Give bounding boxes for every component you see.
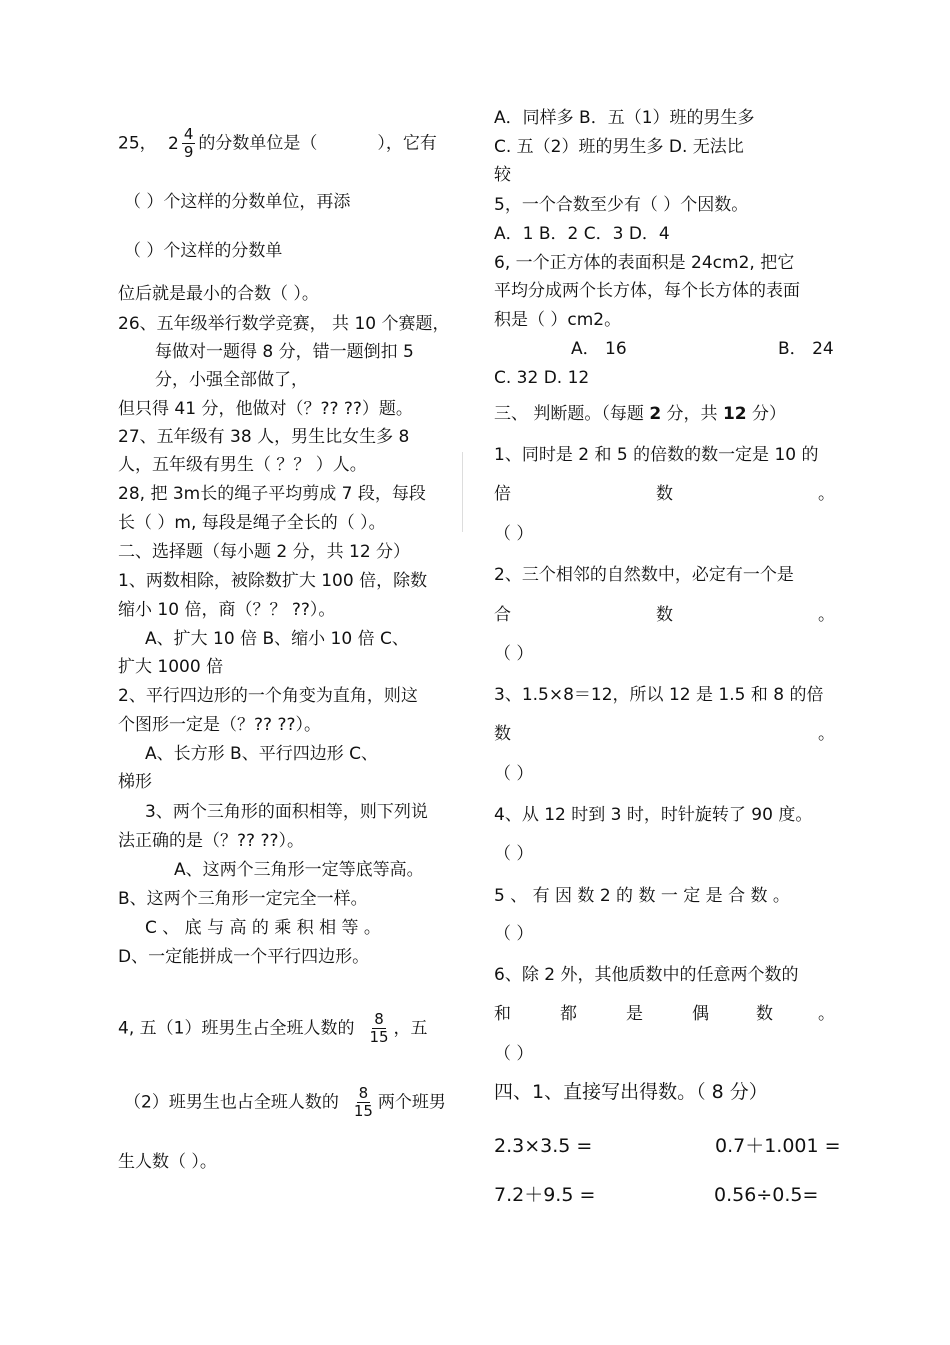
calc-expression-4: 0.56÷0.5= [714,1184,819,1206]
choice-6-line-1: 6, 一个正方体的表面积是 24cm2, 把它 [494,253,795,273]
question-28-line-2: 长（ ）m, 每段是绳子全长的（ ）。 [118,513,386,533]
calc-expression-2: 0.7＋1.001 = [715,1135,841,1157]
choice-4-line-3: 生人数（ ）。 [118,1152,217,1172]
question-26-line-4: 但只得 41 分，他做对（？?? ??）题。 [118,399,413,419]
choice-5-options: A．1 B．2 C．3 D．4 [494,224,670,244]
choice-1-line-1: 1、两数相除，被除数扩大 100 倍，除数 [118,571,428,591]
question-26-line-2: 每做对一题得 8 分，错一题倒扣 5 [155,342,414,362]
judge-6-b6: 。 [818,1004,835,1024]
judge-6-answer: （ ） [494,1044,534,1064]
choice-3-option-d: D、一定能拼成一个平行四边形。 [118,947,370,967]
column-divider [462,452,463,532]
judge-2-b3: 。 [818,605,835,625]
question-25-line-3: （ ）个这样的分数单 [124,241,283,261]
judge-4-line-1: 4、从 12 时到 3 时，时针旋转了 90 度。 [494,805,813,825]
choice-4-line-1: 4, 五（1）班男生占全班人数的 $\frac{8}{15}$ ，五 [118,1010,428,1046]
judge-1-b1: 倍 [494,484,511,504]
judge-2-answer: （ ） [494,644,534,664]
judge-5-line-1: 5 、 有 因 数 2 的 数 一 定 是 合 数 。 [494,886,790,906]
choice-4-options-line-1: A．同样多 B．五（1）班的男生多 [494,108,755,128]
question-25-line-4: 位后就是最小的合数（ ）。 [118,284,319,304]
judge-3-answer: （ ） [494,764,534,784]
choice-3-option-a: A、这两个三角形一定等底等高。 [174,860,424,880]
question-25-line-2: （ ）个这样的分数单位，再添 [124,192,351,212]
question-26-line-1: 26、五年级举行数学竞赛， 共 10 个赛题， [118,314,450,334]
choice-3-line-2: 法正确的是（？?? ??）。 [118,831,304,851]
choice-4-options-line-3: 较 [494,165,511,185]
judge-1-answer: （ ） [494,524,534,544]
choice-6-line-2: 平均分成两个长方体，每个长方体的表面 [494,281,800,301]
judge-1-b3: 。 [818,484,835,504]
choice-3-option-b: B、这两个三角形一定完全一样。 [118,889,368,909]
choice-2-options: A、长方形 B、平行四边形 C、 [145,744,378,764]
choice-1-line-2: 缩小 10 倍，商（？？ ??）。 [118,600,336,620]
choice-2-options-cont: 梯形 [118,772,152,792]
fraction-8-15-second: $\frac{8}{15}$ [353,1084,373,1120]
judge-2-b2: 数 [656,605,673,625]
choice-3-line-1: 3、两个三角形的面积相等，则下列说 [145,802,428,822]
question-28-line-1: 28, 把 3m长的绳子平均剪成 7 段，每段 [118,484,426,504]
judge-6-b4: 偶 [692,1004,709,1024]
fraction-4-9: $\frac{4}{9}$ [183,125,194,161]
judge-1-b2: 数 [656,484,673,504]
section-4-heading: 四、1、直接写出得数。（ 8 分） [494,1081,768,1103]
calc-expression-3: 7.2＋9.5 = [494,1184,596,1206]
choice-1-options: A、扩大 10 倍 B、缩小 10 倍 C、 [145,629,409,649]
choice-6-option-a: A． 16 [571,339,627,359]
section-3-heading: 三、 判断题。（每题 2 分，共 12 分） [494,404,787,424]
judge-6-b5: 数 [756,1004,773,1024]
judge-6-b1: 和 [494,1004,511,1024]
question-27-line-2: 人，五年级有男生（ ？？ ）人。 [118,455,367,475]
question-26-line-3: 分，小强全部做了， [155,370,308,390]
judge-5-answer: （ ） [494,924,534,944]
choice-4-options-line-2: C. 五（2）班的男生多 D. 无法比 [494,137,744,157]
choice-1-options-cont: 扩大 1000 倍 [118,657,224,677]
judge-3-b3: 。 [818,724,835,744]
choice-2-line-1: 2、平行四边形的一个角变为直角，则这 [118,686,418,706]
choice-6-options-cd: C. 32 D. 12 [494,368,590,388]
choice-3-option-c: C 、 底 与 高 的 乘 积 相 等 。 [145,918,381,938]
calc-expression-1: 2.3×3.5 = [494,1135,593,1157]
judge-6-line-1: 6、除 2 外，其他质数中的任意两个数的 [494,965,799,985]
choice-4-line-2: （2）班男生也占全班人数的 $\frac{8}{15}$ 两个班男 [124,1084,446,1120]
section-2-heading: 二、选择题（每小题 2 分，共 12 分） [118,542,411,562]
judge-4-answer: （ ） [494,844,534,864]
judge-1-line-1: 1、同时是 2 和 5 的倍数的数一定是 10 的 [494,445,819,465]
judge-2-b1: 合 [494,605,511,625]
judge-6-b2: 都 [560,1004,577,1024]
choice-5-question: 5，一个合数至少有（ ）个因数。 [494,195,749,215]
judge-2-line-1: 2、三个相邻的自然数中，必定有一个是 [494,565,794,585]
choice-6-option-b: B． 24 [778,339,834,359]
question-27-line-1: 27、五年级有 38 人，男生比女生多 8 [118,427,410,447]
choice-2-line-2: 个图形一定是（？?? ??）。 [118,715,321,735]
question-25-line-1: 25， 2 $\frac{4}{9}$ 的分数单位是（ ），它有 [118,125,437,161]
judge-3-b1: 数 [494,724,511,744]
choice-6-line-3: 积是（ ）cm2。 [494,310,622,330]
judge-3-line-1: 3、1.5×8＝12，所以 12 是 1.5 和 8 的倍 [494,685,824,705]
judge-6-b3: 是 [626,1004,643,1024]
fraction-8-15: $\frac{8}{15}$ [369,1010,389,1046]
